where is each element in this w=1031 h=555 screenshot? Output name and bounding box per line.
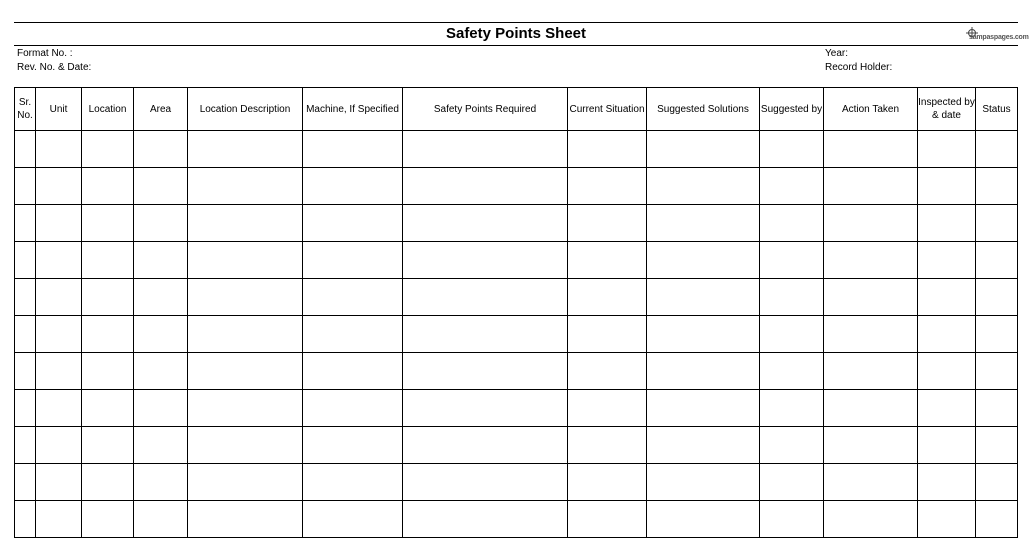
table-cell[interactable] xyxy=(188,427,303,464)
table-cell[interactable] xyxy=(918,390,976,427)
table-row xyxy=(15,242,1018,279)
table-cell[interactable] xyxy=(976,168,1018,205)
table-cell[interactable] xyxy=(134,205,188,242)
table-cell[interactable] xyxy=(188,501,303,538)
table-cell[interactable] xyxy=(82,131,134,168)
table-cell[interactable] xyxy=(36,353,82,390)
table-cell[interactable] xyxy=(976,353,1018,390)
table-cell[interactable] xyxy=(36,464,82,501)
column-header: Machine, If Specified xyxy=(303,88,403,131)
table-cell[interactable] xyxy=(976,205,1018,242)
table-cell[interactable] xyxy=(918,427,976,464)
table-cell[interactable] xyxy=(918,279,976,316)
title-top-rule xyxy=(14,22,1018,23)
table-cell[interactable] xyxy=(82,205,134,242)
table-cell[interactable] xyxy=(760,168,824,205)
table-cell[interactable] xyxy=(568,242,647,279)
table-cell[interactable] xyxy=(918,242,976,279)
table-cell[interactable] xyxy=(824,131,918,168)
table-cell[interactable] xyxy=(647,390,760,427)
table-cell[interactable] xyxy=(15,131,36,168)
column-header: Sr. No. xyxy=(15,88,36,131)
table-cell[interactable] xyxy=(976,464,1018,501)
table-cell[interactable] xyxy=(976,427,1018,464)
table-cell[interactable] xyxy=(976,242,1018,279)
table-cell[interactable] xyxy=(188,279,303,316)
table-cell[interactable] xyxy=(647,316,760,353)
table-cell[interactable] xyxy=(36,205,82,242)
table-cell[interactable] xyxy=(36,427,82,464)
table-cell[interactable] xyxy=(15,353,36,390)
table-cell[interactable] xyxy=(568,205,647,242)
table-cell[interactable] xyxy=(760,316,824,353)
table-cell[interactable] xyxy=(36,390,82,427)
table-cell[interactable] xyxy=(15,279,36,316)
table-cell[interactable] xyxy=(760,242,824,279)
table-cell[interactable] xyxy=(134,131,188,168)
table-cell[interactable] xyxy=(303,242,403,279)
table-cell[interactable] xyxy=(303,205,403,242)
year-label: Year: xyxy=(825,48,848,59)
table-cell[interactable] xyxy=(824,427,918,464)
table-cell[interactable] xyxy=(647,242,760,279)
table-cell[interactable] xyxy=(760,279,824,316)
logo-text: sampaspages.com xyxy=(969,34,1029,41)
table-cell[interactable] xyxy=(303,501,403,538)
table-cell[interactable] xyxy=(647,501,760,538)
table-cell[interactable] xyxy=(134,353,188,390)
column-header: Unit xyxy=(36,88,82,131)
format-no-label: Format No. : xyxy=(17,48,73,59)
table-cell[interactable] xyxy=(824,168,918,205)
table-row xyxy=(15,353,1018,390)
table-cell[interactable] xyxy=(36,279,82,316)
table-body xyxy=(15,131,1018,538)
table-cell[interactable] xyxy=(403,464,568,501)
table-cell[interactable] xyxy=(647,353,760,390)
column-header: Inspected by & date xyxy=(918,88,976,131)
table-cell[interactable] xyxy=(568,427,647,464)
table-cell[interactable] xyxy=(647,464,760,501)
table-cell[interactable] xyxy=(647,279,760,316)
table-cell[interactable] xyxy=(188,316,303,353)
column-header: Location Description xyxy=(188,88,303,131)
table-cell[interactable] xyxy=(976,316,1018,353)
table-row xyxy=(15,168,1018,205)
table-cell[interactable] xyxy=(188,242,303,279)
table-cell[interactable] xyxy=(403,501,568,538)
table-cell[interactable] xyxy=(134,501,188,538)
table-cell[interactable] xyxy=(824,353,918,390)
table-cell[interactable] xyxy=(760,353,824,390)
table-cell[interactable] xyxy=(568,279,647,316)
table-cell[interactable] xyxy=(568,501,647,538)
table-cell[interactable] xyxy=(647,168,760,205)
table-cell[interactable] xyxy=(824,464,918,501)
table-cell[interactable] xyxy=(918,501,976,538)
table-cell[interactable] xyxy=(824,390,918,427)
table-cell[interactable] xyxy=(403,427,568,464)
table-cell[interactable] xyxy=(15,242,36,279)
table-cell[interactable] xyxy=(824,242,918,279)
table-cell[interactable] xyxy=(303,316,403,353)
table-cell[interactable] xyxy=(760,427,824,464)
table-row xyxy=(15,279,1018,316)
table-cell[interactable] xyxy=(403,316,568,353)
table-cell[interactable] xyxy=(134,427,188,464)
table-cell[interactable] xyxy=(134,464,188,501)
table-cell[interactable] xyxy=(760,205,824,242)
table-row xyxy=(15,501,1018,538)
table-cell[interactable] xyxy=(303,427,403,464)
table-cell[interactable] xyxy=(568,168,647,205)
table-row xyxy=(15,427,1018,464)
table-cell[interactable] xyxy=(568,464,647,501)
table-cell[interactable] xyxy=(403,131,568,168)
table-cell[interactable] xyxy=(134,316,188,353)
table-cell[interactable] xyxy=(760,464,824,501)
table-cell[interactable] xyxy=(134,390,188,427)
table-cell[interactable] xyxy=(15,464,36,501)
table-cell[interactable] xyxy=(188,390,303,427)
table-cell[interactable] xyxy=(303,168,403,205)
table-cell[interactable] xyxy=(403,353,568,390)
column-header: Suggested by xyxy=(760,88,824,131)
table-cell[interactable] xyxy=(82,353,134,390)
rev-no-date-label: Rev. No. & Date: xyxy=(17,62,92,73)
table-cell[interactable] xyxy=(82,168,134,205)
column-header: Suggested Solutions xyxy=(647,88,760,131)
table-cell[interactable] xyxy=(918,131,976,168)
table-cell[interactable] xyxy=(976,501,1018,538)
table-cell[interactable] xyxy=(82,279,134,316)
table-cell[interactable] xyxy=(15,390,36,427)
table-cell[interactable] xyxy=(188,168,303,205)
table-cell[interactable] xyxy=(918,168,976,205)
table-cell[interactable] xyxy=(918,316,976,353)
table-cell[interactable] xyxy=(824,279,918,316)
column-header: Action Taken xyxy=(824,88,918,131)
table-cell[interactable] xyxy=(36,242,82,279)
table-cell[interactable] xyxy=(188,131,303,168)
table-cell[interactable] xyxy=(303,390,403,427)
table-cell[interactable] xyxy=(36,316,82,353)
table-cell[interactable] xyxy=(403,279,568,316)
table-cell[interactable] xyxy=(15,205,36,242)
table-cell[interactable] xyxy=(188,464,303,501)
column-header: Area xyxy=(134,88,188,131)
table-row xyxy=(15,205,1018,242)
table-cell[interactable] xyxy=(403,242,568,279)
table-cell[interactable] xyxy=(82,242,134,279)
table-cell[interactable] xyxy=(568,316,647,353)
table-cell[interactable] xyxy=(188,353,303,390)
table-cell[interactable] xyxy=(760,501,824,538)
table-cell[interactable] xyxy=(82,427,134,464)
table-cell[interactable] xyxy=(15,316,36,353)
table-cell[interactable] xyxy=(824,316,918,353)
table-cell[interactable] xyxy=(568,353,647,390)
table-cell[interactable] xyxy=(647,427,760,464)
table-cell[interactable] xyxy=(403,390,568,427)
record-holder-label: Record Holder: xyxy=(825,62,893,73)
table-row xyxy=(15,131,1018,168)
table-row xyxy=(15,316,1018,353)
table-cell[interactable] xyxy=(403,205,568,242)
table-cell[interactable] xyxy=(760,390,824,427)
table-cell[interactable] xyxy=(36,168,82,205)
table-cell[interactable] xyxy=(36,501,82,538)
table-cell[interactable] xyxy=(647,205,760,242)
table-cell[interactable] xyxy=(134,242,188,279)
table-cell[interactable] xyxy=(36,131,82,168)
safety-points-table xyxy=(14,87,1018,538)
table-cell[interactable] xyxy=(824,205,918,242)
table-row xyxy=(15,390,1018,427)
table-cell[interactable] xyxy=(824,501,918,538)
page-title: Safety Points Sheet xyxy=(445,25,587,42)
table-cell[interactable] xyxy=(568,390,647,427)
table-cell[interactable] xyxy=(82,316,134,353)
table-row xyxy=(15,464,1018,501)
table-cell[interactable] xyxy=(976,390,1018,427)
table-cell[interactable] xyxy=(918,205,976,242)
table-cell[interactable] xyxy=(976,131,1018,168)
column-header: Current Situation xyxy=(568,88,647,131)
table-cell[interactable] xyxy=(918,353,976,390)
table-cell[interactable] xyxy=(134,168,188,205)
title-bottom-rule xyxy=(14,45,1018,46)
table-cell[interactable] xyxy=(15,427,36,464)
column-header: Status xyxy=(976,88,1018,131)
table-cell[interactable] xyxy=(303,131,403,168)
table-cell[interactable] xyxy=(976,279,1018,316)
table-cell[interactable] xyxy=(647,131,760,168)
table-cell[interactable] xyxy=(303,464,403,501)
table-cell[interactable] xyxy=(82,390,134,427)
table-header-row xyxy=(15,88,1018,131)
table-cell[interactable] xyxy=(15,501,36,538)
table-cell[interactable] xyxy=(403,168,568,205)
column-header: Location xyxy=(82,88,134,131)
table-cell[interactable] xyxy=(134,279,188,316)
table-cell[interactable] xyxy=(82,464,134,501)
column-header: Safety Points Required xyxy=(403,88,568,131)
table-cell[interactable] xyxy=(568,131,647,168)
table-cell[interactable] xyxy=(760,131,824,168)
table-cell[interactable] xyxy=(15,168,36,205)
table-cell[interactable] xyxy=(303,279,403,316)
table-cell[interactable] xyxy=(303,353,403,390)
table-cell[interactable] xyxy=(188,205,303,242)
table-cell[interactable] xyxy=(918,464,976,501)
table-cell[interactable] xyxy=(82,501,134,538)
